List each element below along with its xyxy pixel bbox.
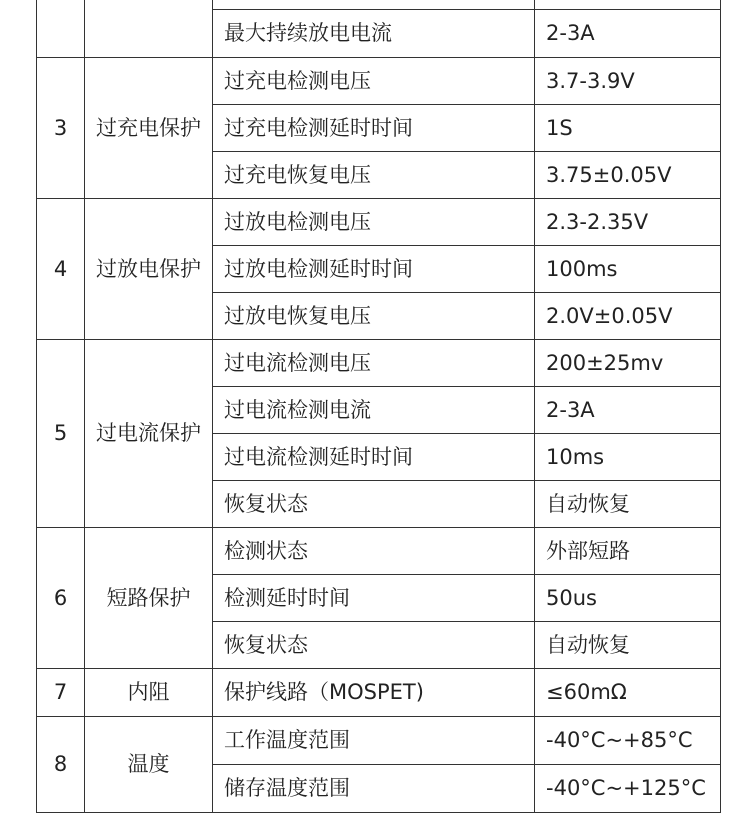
value-cell: ≤60mΩ [535, 669, 721, 717]
param-cell: 过电流检测延时时间 [213, 434, 535, 481]
value-cell [535, 0, 721, 10]
value-cell: 3.75±0.05V [535, 152, 721, 199]
param-cell: 工作温度范围 [213, 717, 535, 765]
value-cell: -40°C~+85°C [535, 717, 721, 765]
table-row [37, 528, 721, 575]
table-row [37, 669, 721, 717]
value-cell: 10ms [535, 434, 721, 481]
category-label [85, 0, 213, 58]
table-row [37, 199, 721, 246]
param-cell: 过电流检测电压 [213, 340, 535, 387]
row-number [37, 0, 85, 58]
param-cell: 恢复状态 [213, 622, 535, 669]
row-number: 6 [37, 528, 85, 669]
param-cell [213, 0, 535, 10]
value-cell: 自动恢复 [535, 481, 721, 528]
param-cell: 储存温度范围 [213, 765, 535, 813]
value-cell: 外部短路 [535, 528, 721, 575]
value-cell: 2-3A [535, 10, 721, 58]
row-number: 4 [37, 199, 85, 340]
param-cell: 过放电检测延时时间 [213, 246, 535, 293]
row-number: 5 [37, 340, 85, 528]
param-cell: 检测状态 [213, 528, 535, 575]
category-label: 过充电保护 [85, 58, 213, 199]
value-cell: 1S [535, 105, 721, 152]
table-row [37, 0, 721, 10]
value-cell: 100ms [535, 246, 721, 293]
param-cell: 检测延时时间 [213, 575, 535, 622]
value-cell: 200±25mv [535, 340, 721, 387]
param-cell: 过充电恢复电压 [213, 152, 535, 199]
table-row [37, 58, 721, 105]
value-cell: 2.3-2.35V [535, 199, 721, 246]
table-row [37, 340, 721, 387]
category-label: 短路保护 [85, 528, 213, 669]
param-cell: 过放电检测电压 [213, 199, 535, 246]
category-label: 温度 [85, 717, 213, 813]
spec-table [36, 0, 721, 813]
param-cell: 恢复状态 [213, 481, 535, 528]
param-cell: 过电流检测电流 [213, 387, 535, 434]
category-label: 过放电保护 [85, 199, 213, 340]
param-cell: 过充电检测延时时间 [213, 105, 535, 152]
row-number: 7 [37, 669, 85, 717]
row-number: 8 [37, 717, 85, 813]
category-label: 内阻 [85, 669, 213, 717]
value-cell: 2-3A [535, 387, 721, 434]
param-cell: 过放电恢复电压 [213, 293, 535, 340]
row-number: 3 [37, 58, 85, 199]
value-cell: 3.7-3.9V [535, 58, 721, 105]
value-cell: 2.0V±0.05V [535, 293, 721, 340]
param-cell: 保护线路（MOSPET) [213, 669, 535, 717]
table-row [37, 717, 721, 765]
param-cell: 最大持续放电电流 [213, 10, 535, 58]
value-cell: 50us [535, 575, 721, 622]
category-label: 过电流保护 [85, 340, 213, 528]
param-cell: 过充电检测电压 [213, 58, 535, 105]
value-cell: 自动恢复 [535, 622, 721, 669]
value-cell: -40°C~+125°C [535, 765, 721, 813]
